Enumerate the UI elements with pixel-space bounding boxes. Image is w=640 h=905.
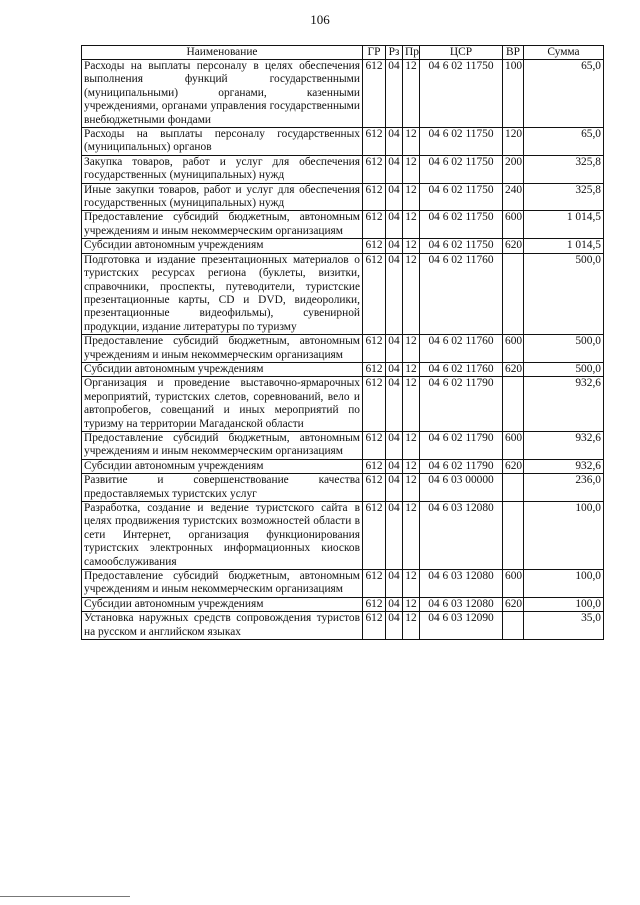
- cell-rz: 04: [386, 253, 403, 334]
- budget-table: [81, 45, 604, 640]
- cell-pr: 12: [403, 60, 420, 128]
- cell-gr: 612: [363, 211, 386, 239]
- cell-vr: 620: [503, 597, 524, 611]
- cell-gr: 612: [363, 502, 386, 570]
- cell-pr: 12: [403, 362, 420, 376]
- cell-pr: 12: [403, 253, 420, 334]
- cell-rz: 04: [386, 612, 403, 640]
- cell-gr: 612: [363, 597, 386, 611]
- table-row: [82, 377, 604, 432]
- table-row: [82, 570, 604, 598]
- cell-name: Расходы на выплаты персоналу государственных (муниципальных) органов: [82, 128, 363, 156]
- cell-pr: 12: [403, 211, 420, 239]
- cell-name: Предоставление субсидий бюджетным, автономным учреждениям и иным некоммерческим организациям: [82, 211, 363, 239]
- cell-gr: 612: [363, 60, 386, 128]
- cell-rz: 04: [386, 335, 403, 363]
- cell-gr: 612: [363, 362, 386, 376]
- cell-sum: 1 014,5: [524, 239, 604, 253]
- cell-vr: 120: [503, 128, 524, 156]
- cell-vr: 200: [503, 155, 524, 183]
- cell-gr: 612: [363, 474, 386, 502]
- cell-vr: 620: [503, 459, 524, 473]
- cell-csr: 04 6 02 11760: [420, 335, 503, 363]
- cell-pr: 12: [403, 597, 420, 611]
- cell-sum: 500,0: [524, 253, 604, 334]
- cell-rz: 04: [386, 128, 403, 156]
- cell-csr: 04 6 03 12080: [420, 597, 503, 611]
- table-row: [82, 431, 604, 459]
- table-body: [82, 60, 604, 640]
- cell-rz: 04: [386, 459, 403, 473]
- table-row: [82, 155, 604, 183]
- cell-csr: 04 6 02 11790: [420, 459, 503, 473]
- cell-csr: 04 6 02 11750: [420, 183, 503, 211]
- cell-sum: 100,0: [524, 597, 604, 611]
- cell-name: Установка наружных средств сопровождения туристов на русском и английском языках: [82, 612, 363, 640]
- cell-csr: 04 6 02 11750: [420, 211, 503, 239]
- table-row: [82, 459, 604, 473]
- cell-pr: 12: [403, 128, 420, 156]
- cell-csr: 04 6 03 12080: [420, 502, 503, 570]
- table-header-row: [82, 46, 604, 60]
- cell-pr: 12: [403, 459, 420, 473]
- cell-name: Разработка, создание и ведение туристского сайта в целях продвижения туристских возможностей области в сети Интернет, организация функционирования туристских электронных информационных киосков самообслуживания: [82, 502, 363, 570]
- cell-csr: 04 6 02 11790: [420, 431, 503, 459]
- cell-sum: 325,8: [524, 183, 604, 211]
- cell-name: Иные закупки товаров, работ и услуг для обеспечения государственных (муниципальных) нужд: [82, 183, 363, 211]
- cell-vr: [503, 612, 524, 640]
- cell-rz: 04: [386, 474, 403, 502]
- cell-gr: 612: [363, 612, 386, 640]
- cell-csr: 04 6 03 12090: [420, 612, 503, 640]
- cell-sum: 236,0: [524, 474, 604, 502]
- cell-name: Субсидии автономным учреждениям: [82, 239, 363, 253]
- cell-rz: 04: [386, 502, 403, 570]
- cell-pr: 12: [403, 474, 420, 502]
- cell-pr: 12: [403, 612, 420, 640]
- cell-csr: 04 6 03 12080: [420, 570, 503, 598]
- cell-name: Закупка товаров, работ и услуг для обеспечения государственных (муниципальных) нужд: [82, 155, 363, 183]
- cell-rz: 04: [386, 155, 403, 183]
- cell-pr: 12: [403, 335, 420, 363]
- header-vr: ВР: [503, 46, 524, 60]
- table-row: [82, 128, 604, 156]
- cell-sum: 1 014,5: [524, 211, 604, 239]
- cell-vr: 620: [503, 362, 524, 376]
- cell-pr: 12: [403, 239, 420, 253]
- cell-gr: 612: [363, 431, 386, 459]
- cell-sum: 500,0: [524, 335, 604, 363]
- footer-divider: [0, 896, 130, 897]
- header-name: Наименование: [82, 46, 363, 60]
- cell-sum: 65,0: [524, 128, 604, 156]
- cell-gr: 612: [363, 335, 386, 363]
- cell-pr: 12: [403, 155, 420, 183]
- table-row: [82, 474, 604, 502]
- cell-rz: 04: [386, 211, 403, 239]
- cell-sum: 500,0: [524, 362, 604, 376]
- table-row: [82, 362, 604, 376]
- cell-csr: 04 6 03 00000: [420, 474, 503, 502]
- cell-sum: 65,0: [524, 60, 604, 128]
- cell-csr: 04 6 02 11760: [420, 253, 503, 334]
- cell-gr: 612: [363, 128, 386, 156]
- cell-rz: 04: [386, 377, 403, 432]
- header-pr: Пр: [403, 46, 420, 60]
- cell-csr: 04 6 02 11750: [420, 155, 503, 183]
- table-row: [82, 253, 604, 334]
- cell-name: Предоставление субсидий бюджетным, автономным учреждениям и иным некоммерческим организациям: [82, 570, 363, 598]
- cell-csr: 04 6 02 11750: [420, 60, 503, 128]
- table-row: [82, 239, 604, 253]
- header-rz: Рз: [386, 46, 403, 60]
- cell-csr: 04 6 02 11790: [420, 377, 503, 432]
- table-row: [82, 60, 604, 128]
- cell-csr: 04 6 02 11760: [420, 362, 503, 376]
- cell-pr: 12: [403, 502, 420, 570]
- cell-name: Субсидии автономным учреждениям: [82, 597, 363, 611]
- table-row: [82, 502, 604, 570]
- cell-vr: 600: [503, 211, 524, 239]
- cell-pr: 12: [403, 377, 420, 432]
- cell-gr: 612: [363, 459, 386, 473]
- cell-sum: 932,6: [524, 431, 604, 459]
- cell-name: Предоставление субсидий бюджетным, автономным учреждениям и иным некоммерческим организациям: [82, 335, 363, 363]
- cell-vr: [503, 377, 524, 432]
- cell-sum: 932,6: [524, 459, 604, 473]
- cell-rz: 04: [386, 362, 403, 376]
- cell-rz: 04: [386, 431, 403, 459]
- cell-gr: 612: [363, 253, 386, 334]
- cell-name: Субсидии автономным учреждениям: [82, 362, 363, 376]
- cell-rz: 04: [386, 60, 403, 128]
- cell-vr: 240: [503, 183, 524, 211]
- cell-csr: 04 6 02 11750: [420, 128, 503, 156]
- cell-gr: 612: [363, 239, 386, 253]
- header-gr: ГР: [363, 46, 386, 60]
- cell-gr: 612: [363, 377, 386, 432]
- cell-name: Подготовка и издание презентационных материалов о туристских ресурсах региона (буклеты, визитки, справочники, проспекты, путеводители, туристские презентационные карты, CD и DVD, видеоролики, презентационные видеофильмы), сувенирной продукции, издание литературы по туризму: [82, 253, 363, 334]
- table-row: [82, 612, 604, 640]
- cell-name: Субсидии автономным учреждениям: [82, 459, 363, 473]
- cell-pr: 12: [403, 570, 420, 598]
- cell-rz: 04: [386, 570, 403, 598]
- cell-name: Расходы на выплаты персоналу в целях обеспечения выполнения функций государственными (муниципальными) органами, казенными учреждениями, органами управления государственными внебюджетными фондами: [82, 60, 363, 128]
- cell-vr: 100: [503, 60, 524, 128]
- cell-csr: 04 6 02 11750: [420, 239, 503, 253]
- cell-sum: 35,0: [524, 612, 604, 640]
- cell-name: Развитие и совершенствование качества предоставляемых туристских услуг: [82, 474, 363, 502]
- table-row: [82, 183, 604, 211]
- cell-vr: [503, 502, 524, 570]
- cell-gr: 612: [363, 183, 386, 211]
- cell-sum: 100,0: [524, 570, 604, 598]
- cell-rz: 04: [386, 183, 403, 211]
- cell-rz: 04: [386, 239, 403, 253]
- cell-sum: 932,6: [524, 377, 604, 432]
- cell-gr: 612: [363, 155, 386, 183]
- table-row: [82, 597, 604, 611]
- header-sum: Сумма: [524, 46, 604, 60]
- header-csr: ЦСР: [420, 46, 503, 60]
- cell-pr: 12: [403, 183, 420, 211]
- cell-rz: 04: [386, 597, 403, 611]
- cell-pr: 12: [403, 431, 420, 459]
- cell-vr: [503, 474, 524, 502]
- cell-sum: 325,8: [524, 155, 604, 183]
- table-row: [82, 211, 604, 239]
- cell-gr: 612: [363, 570, 386, 598]
- cell-name: Организация и проведение выставочно-ярмарочных мероприятий, туристских слетов, соревнований, вело и автопробегов, совещаний и иных мероприятий по туризму на территории Магаданской области: [82, 377, 363, 432]
- cell-vr: 600: [503, 335, 524, 363]
- cell-vr: [503, 253, 524, 334]
- page-number: 106: [310, 12, 330, 27]
- table-row: [82, 335, 604, 363]
- cell-name: Предоставление субсидий бюджетным, автономным учреждениям и иным некоммерческим организациям: [82, 431, 363, 459]
- cell-vr: 600: [503, 431, 524, 459]
- cell-vr: 620: [503, 239, 524, 253]
- cell-sum: 100,0: [524, 502, 604, 570]
- cell-vr: 600: [503, 570, 524, 598]
